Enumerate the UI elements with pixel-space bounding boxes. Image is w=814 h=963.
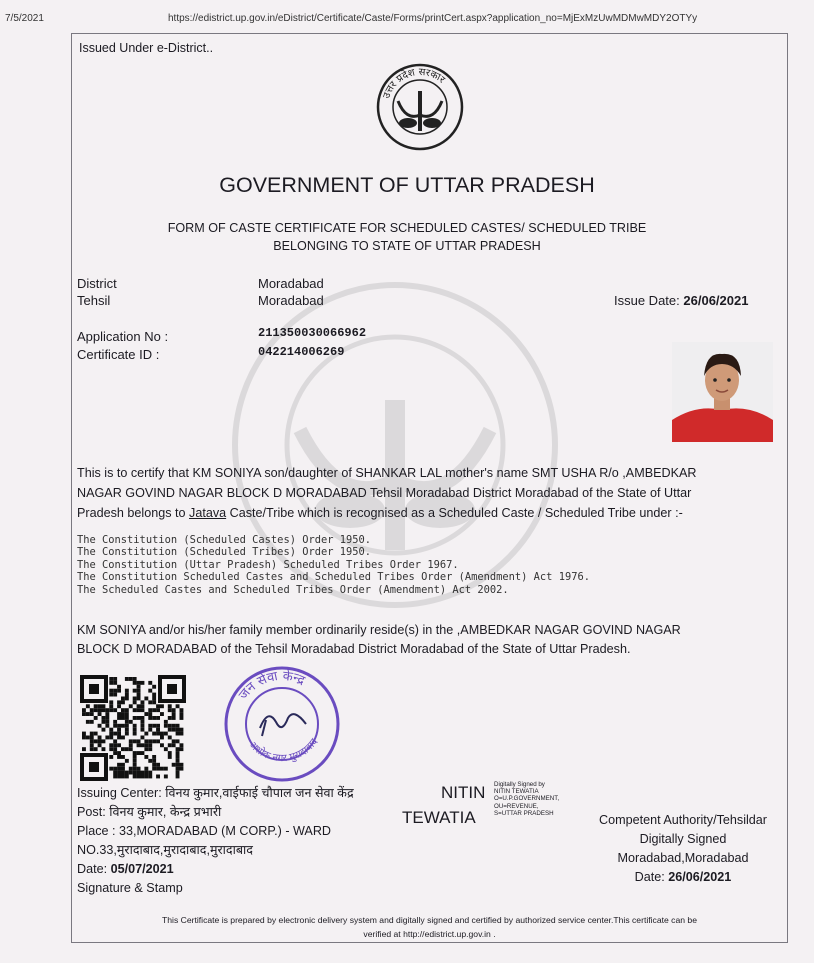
certify-line3-pre: Pradesh belongs to — [77, 506, 190, 520]
order-item: The Constitution Scheduled Castes and Scheduled Tribes Order (Amendment) Act 1976. — [77, 571, 590, 584]
signer-name-line1: NITIN — [441, 783, 486, 802]
form-title-line1: FORM OF CASTE CERTIFICATE FOR SCHEDULED CASTES/ SCHEDULED TRIBE — [167, 221, 647, 235]
svg-text:अशोक नगर मुरादाबाद — [247, 736, 321, 764]
authority-title: Competent Authority/Tehsildar — [598, 813, 767, 827]
footer-note — [72, 913, 787, 941]
order-item: The Constitution (Uttar Pradesh) Scheduled Tribes Order 1967. — [77, 558, 459, 571]
government-title: GOVERNMENT OF UTTAR PRADESH — [219, 173, 595, 197]
authority-date-value: 26/06/2021 — [668, 870, 732, 884]
qr-code[interactable] — [80, 675, 186, 781]
seal-stamp — [222, 664, 342, 784]
issue-date-value: 26/06/2021 — [683, 293, 749, 308]
certify-line1: This is to certify that KM SONIYA son/daughter of SHANKAR LAL mother's name SMT USHA R/o ,AMBEDKAR — [77, 466, 697, 480]
issuing-date — [77, 860, 354, 879]
sign-detail: OU=REVENUE, — [494, 802, 539, 810]
district-value: Moradabad — [258, 276, 324, 291]
issuing-date-label: Date: — [77, 862, 111, 876]
order-item: The Constitution (Scheduled Castes) Order 1950. — [77, 534, 372, 546]
emblem-text: उत्तर प्रदेश सरकार — [381, 66, 447, 101]
applicant-photo — [672, 342, 773, 442]
tehsil-value: Moradabad — [258, 293, 324, 308]
print-url: https://edistrict.up.gov.in/eDistrict/Certificate/Caste/Forms/printCert.aspx?application_no=MjExMzUwMDMwMDY2OTYy — [168, 13, 698, 24]
digital-signature-details — [494, 781, 559, 817]
sign-detail: Digitally Signed by — [494, 781, 545, 788]
certify-line3 — [77, 503, 683, 523]
order-item: The Scheduled Castes and Scheduled Tribes Order (Amendment) Act 2002. — [77, 583, 509, 596]
issued-under: Issued Under e-District.. — [79, 41, 214, 55]
issuing-date-value: 05/07/2021 — [110, 862, 174, 876]
svg-text:जन सेवा केन्द्र — [236, 668, 308, 703]
form-title-line2: BELONGING TO STATE OF UTTAR PRADESH — [273, 239, 541, 253]
application-value: 211350030066962 — [258, 326, 367, 340]
up-emblem-logo — [376, 61, 464, 157]
authority-block — [583, 811, 783, 887]
sign-detail: S=UTTAR PRADESH — [494, 809, 554, 817]
issuing-center: Issuing Center: विनय कुमार,वाईफाई चौपाल जन सेवा केंद्र — [77, 786, 354, 800]
sign-detail: O=U.P.GOVERNMENT, — [494, 795, 560, 803]
print-date: 7/5/2021 — [5, 13, 44, 24]
district-label: District — [77, 276, 117, 291]
issue-date — [614, 293, 748, 308]
certify-line3-post: Caste/Tribe which is recognised as a Scheduled Caste / Scheduled Tribe under :- — [226, 506, 683, 520]
residence-line1: KM SONIYA and/or his/her family member ordinarily reside(s) in the ,AMBEDKAR NAGAR GOVIND NAGAR — [77, 623, 681, 637]
issuing-place-line1: Place : 33,MORADABAD (M CORP.) - WARD — [77, 824, 332, 838]
issuing-block — [77, 784, 354, 898]
order-item: The Constitution (Scheduled Tribes) Order 1950. — [77, 546, 372, 559]
seal-top-text: जन सेवा केन्द्र — [236, 668, 307, 703]
svg-text:उत्तर प्रदेश सरकार — [381, 67, 447, 100]
seal-bottom-text: अशोक नगर मुरादाबाद — [246, 736, 321, 765]
signature-stamp-label: Signature & Stamp — [77, 881, 183, 895]
authority-signed: Digitally Signed — [639, 832, 727, 846]
tehsil-label: Tehsil — [77, 293, 111, 308]
issue-date-label: Issue Date: — [614, 293, 680, 308]
authority-date — [583, 868, 783, 887]
authority-location: Moradabad,Moradabad — [617, 851, 749, 865]
certificate-value: 042214006269 — [258, 345, 345, 359]
signer-name-line2: TEWATIA — [402, 808, 476, 827]
issuing-place-line2: NO.33,मुरादाबाद,मुरादाबाद,मुरादाबाद — [77, 843, 253, 857]
orders-list — [77, 534, 590, 596]
authority-date-label: Date: — [634, 870, 669, 884]
issuing-post: Post: विनय कुमार, केन्द्र प्रभारी — [77, 805, 222, 819]
residence-line2: BLOCK D MORADABAD of the Tehsil Moradabad District Moradabad of the State of Uttar Pradesh. — [77, 642, 631, 656]
certify-line2: NAGAR GOVIND NAGAR BLOCK D MORADABAD Tehsil Moradabad District Moradabad of the State of Uttar — [77, 486, 692, 500]
footer-line1: This Certificate is prepared by electronic delivery system and digitally signed and certified by authorized service center.This certificate can be — [162, 915, 697, 925]
application-label: Application No : — [77, 329, 169, 344]
certificate-label: Certificate ID : — [77, 347, 160, 362]
footer-line2: verified at http://edistrict.up.gov.in . — [363, 929, 496, 939]
sign-detail: NITIN TEWATIA — [494, 788, 539, 796]
caste-name: Jatava — [189, 506, 227, 520]
